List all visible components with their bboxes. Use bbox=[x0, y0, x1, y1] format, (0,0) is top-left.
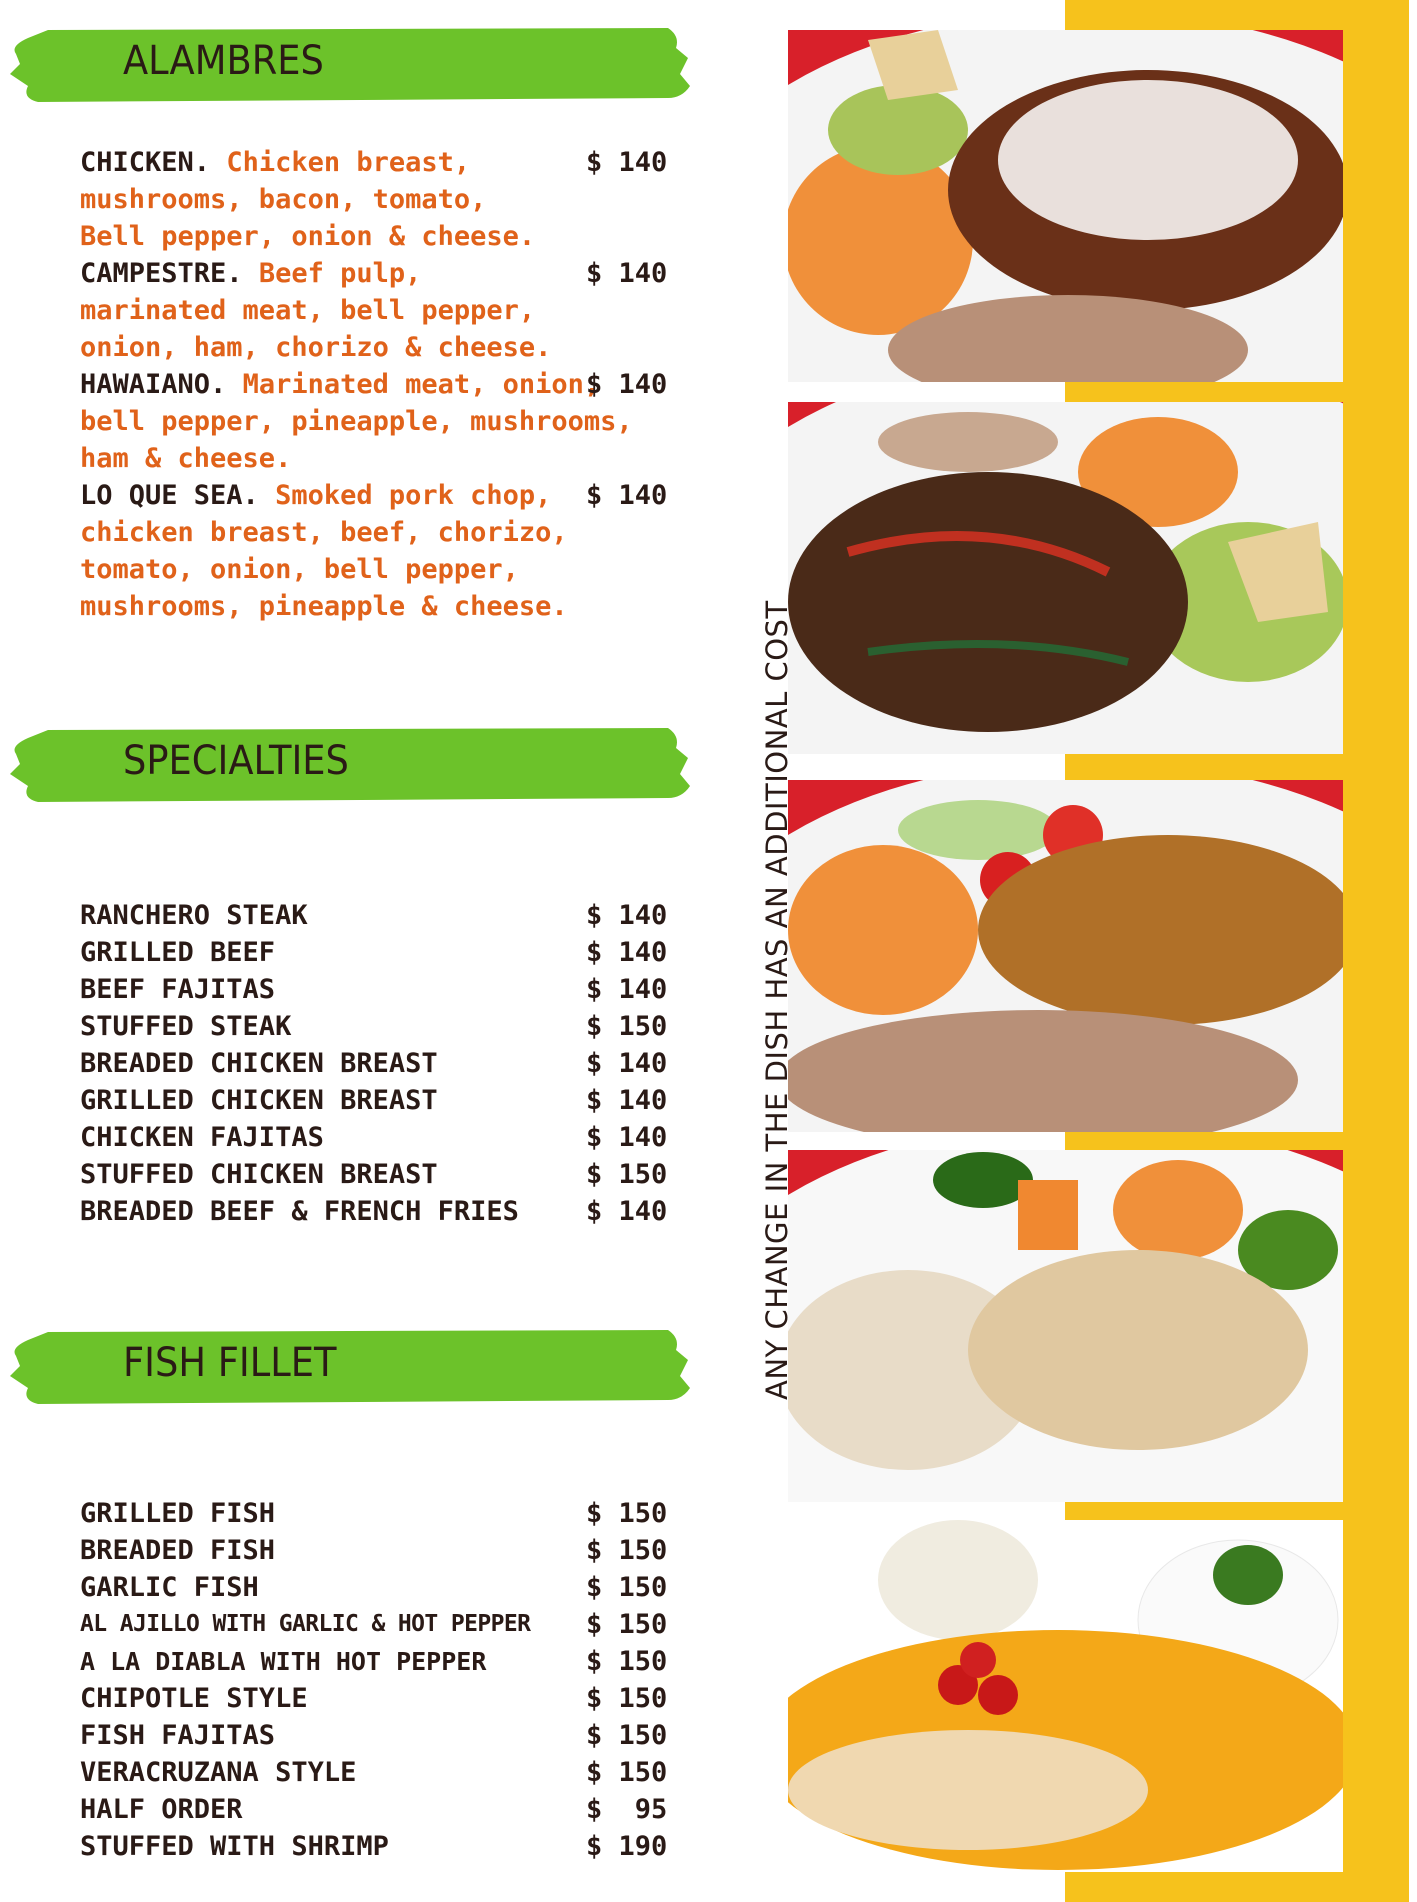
grilled-fish-plate-photo bbox=[788, 1150, 1343, 1502]
item-price: $ 150 bbox=[586, 1757, 668, 1788]
list-item: HALF ORDER bbox=[80, 1794, 243, 1825]
item-name: LO QUE SEA. bbox=[80, 480, 259, 511]
item-price: $ 140 bbox=[586, 1085, 668, 1116]
fish-in-sauce-plate-photo bbox=[788, 1520, 1343, 1872]
item-description: tomato, onion, bell pepper, bbox=[80, 554, 519, 585]
item-description: Chicken breast, bbox=[226, 147, 471, 178]
item-description: marinated meat, bell pepper, bbox=[80, 295, 536, 326]
list-item: A LA DIABLA WITH HOT PEPPER bbox=[80, 1647, 487, 1676]
additional-cost-note: ANY CHANGE IN THE DISH HAS AN ADDITIONAL COST bbox=[760, 600, 794, 1400]
list-item: BREADED BEEF & FRENCH FRIES bbox=[80, 1196, 519, 1227]
fish-fillet-banner bbox=[8, 1326, 698, 1406]
banner-background bbox=[8, 1326, 698, 1406]
item-description: Beef pulp, bbox=[258, 258, 422, 289]
list-item: BREADED FISH bbox=[80, 1535, 276, 1566]
list-item: CHIPOTLE STYLE bbox=[80, 1683, 308, 1714]
item-price: $ 140 bbox=[586, 480, 668, 511]
item-price: $ 140 bbox=[586, 1196, 668, 1227]
item-description: bell pepper, pineapple, mushrooms, bbox=[80, 406, 633, 437]
item-price: $ 140 bbox=[586, 1048, 668, 1079]
section-title: SPECIALTIES bbox=[123, 738, 349, 784]
alambres-banner bbox=[8, 24, 698, 104]
yellow-edge-strip bbox=[1343, 0, 1409, 1902]
list-item bbox=[80, 366, 600, 403]
specialties-banner bbox=[8, 724, 698, 804]
section-title: ALAMBRES bbox=[123, 38, 324, 84]
list-item: GRILLED CHICKEN BREAST bbox=[80, 1085, 438, 1116]
list-item bbox=[80, 477, 551, 514]
item-price: $ 140 bbox=[586, 974, 668, 1005]
item-price: $ 140 bbox=[586, 1122, 668, 1153]
section-title: FISH FILLET bbox=[123, 1340, 337, 1386]
item-price: $ 150 bbox=[586, 1609, 668, 1640]
beef-fajitas-plate-photo bbox=[788, 402, 1343, 754]
item-description: onion, ham, chorizo & cheese. bbox=[80, 332, 552, 363]
list-item: AL AJILLO WITH GARLIC & HOT PEPPER bbox=[80, 1611, 531, 1637]
item-price: $ 150 bbox=[586, 1498, 668, 1529]
banner-background bbox=[8, 24, 698, 104]
item-price: $ 150 bbox=[586, 1159, 668, 1190]
item-description: ham & cheese. bbox=[80, 443, 292, 474]
list-item: FISH FAJITAS bbox=[80, 1720, 276, 1751]
list-item bbox=[80, 255, 421, 292]
list-item: VERACRUZANA STYLE bbox=[80, 1757, 357, 1788]
list-item: BEEF FAJITAS bbox=[80, 974, 276, 1005]
breaded-chicken-plate-photo bbox=[788, 780, 1343, 1132]
item-price: $ 95 bbox=[586, 1794, 668, 1825]
list-item bbox=[80, 144, 470, 181]
item-price: $ 150 bbox=[586, 1011, 668, 1042]
list-item: STUFFED WITH SHRIMP bbox=[80, 1831, 389, 1862]
list-item: CHICKEN FAJITAS bbox=[80, 1122, 324, 1153]
item-description: Bell pepper, onion & cheese. bbox=[80, 221, 536, 252]
list-item: GRILLED BEEF bbox=[80, 937, 276, 968]
item-price: $ 150 bbox=[586, 1683, 668, 1714]
item-description: mushrooms, bacon, tomato, bbox=[80, 184, 487, 215]
banner-background bbox=[8, 724, 698, 804]
item-price: $ 140 bbox=[586, 147, 668, 178]
item-price: $ 150 bbox=[586, 1572, 668, 1603]
item-price: $ 150 bbox=[586, 1720, 668, 1751]
list-item: BREADED CHICKEN BREAST bbox=[80, 1048, 438, 1079]
list-item: GRILLED FISH bbox=[80, 1498, 276, 1529]
list-item: STUFFED STEAK bbox=[80, 1011, 292, 1042]
item-description: Marinated meat, onion, bbox=[242, 369, 601, 400]
item-price: $ 140 bbox=[586, 369, 668, 400]
item-name: HAWAIANO. bbox=[80, 369, 227, 400]
item-price: $ 150 bbox=[586, 1646, 668, 1677]
item-description: Smoked pork chop, bbox=[275, 480, 552, 511]
item-price: $ 150 bbox=[586, 1535, 668, 1566]
item-price: $ 190 bbox=[586, 1831, 668, 1862]
item-price: $ 140 bbox=[586, 937, 668, 968]
item-description: mushrooms, pineapple & cheese. bbox=[80, 591, 568, 622]
chicken-alambre-plate-photo bbox=[788, 30, 1343, 382]
item-price: $ 140 bbox=[586, 258, 668, 289]
item-description: chicken breast, beef, chorizo, bbox=[80, 517, 568, 548]
list-item: GARLIC FISH bbox=[80, 1572, 259, 1603]
list-item: STUFFED CHICKEN BREAST bbox=[80, 1159, 438, 1190]
item-name: CAMPESTRE. bbox=[80, 258, 243, 289]
item-name: CHICKEN. bbox=[80, 147, 211, 178]
item-price: $ 140 bbox=[586, 900, 668, 931]
list-item: RANCHERO STEAK bbox=[80, 900, 308, 931]
